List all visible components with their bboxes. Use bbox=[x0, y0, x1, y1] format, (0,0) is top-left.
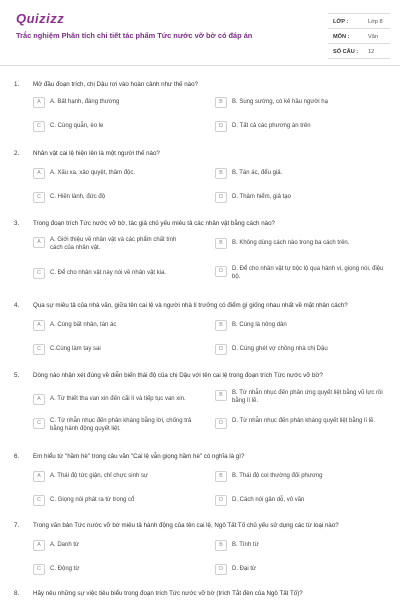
option-letter-box: B bbox=[215, 168, 227, 179]
option-text: A. Cùng bất nhân, tàn ác bbox=[50, 322, 117, 328]
option-text: A. Từ thiết tha van xin đến cãi lí và tiếp tục van xin. bbox=[50, 396, 186, 402]
option-text: C. Cùng quẫn, éo le bbox=[50, 123, 104, 129]
meta-label: LỚP : bbox=[333, 19, 349, 25]
meta-table bbox=[328, 13, 390, 55]
option-letter-box: B bbox=[215, 471, 227, 482]
option-letter-box: A bbox=[33, 540, 45, 551]
option-text: C. Hiền lành, đức độ bbox=[50, 194, 106, 200]
option-text: A. Thái độ tức giận, chỉ chực sinh sự bbox=[50, 473, 148, 479]
option-text: D. Từ nhẫn nhục đến phản kháng quyết liệt bằng lí lẽ. bbox=[232, 418, 376, 424]
option-letter-box: C bbox=[33, 495, 45, 506]
meta-row-class bbox=[328, 14, 390, 29]
option-text: B. Không dùng cách nào trong ba cách trên. bbox=[232, 240, 350, 246]
option-text: B. Cùng là nông dân bbox=[232, 322, 287, 328]
question-number: 5. bbox=[14, 372, 20, 379]
option-letter-box: D bbox=[215, 564, 227, 575]
question-number: 3. bbox=[14, 220, 20, 227]
option-letter-box: B bbox=[215, 390, 227, 401]
option-text: C. Động từ bbox=[50, 566, 80, 572]
option-letter-box: A bbox=[33, 471, 45, 482]
option-letter-box: D bbox=[215, 266, 227, 277]
meta-value: 12 bbox=[368, 49, 375, 55]
option-letter-box: D bbox=[215, 344, 227, 355]
question-number: 2. bbox=[14, 150, 20, 157]
option-letter-box: C bbox=[33, 268, 45, 279]
option-letter-box: C bbox=[33, 418, 45, 429]
meta-value: Lớp 8 bbox=[368, 19, 383, 25]
meta-label: SỐ CÂU : bbox=[333, 49, 359, 55]
option-text: D. Tất cả các phương án trên bbox=[232, 123, 311, 129]
option-letter-box: D bbox=[215, 495, 227, 506]
option-letter-box: C bbox=[33, 192, 45, 203]
option-text: A. Xấu xa, xảo quyệt, thâm độc. bbox=[50, 170, 136, 176]
option-letter-box: B bbox=[215, 97, 227, 108]
option-letter-box: D bbox=[215, 418, 227, 429]
worksheet-header bbox=[0, 0, 400, 66]
question-text: Trong đoạn trích Tức nước vỡ bờ, tác giả chủ yếu miêu tả các nhân vật bằng cách nào? bbox=[33, 220, 275, 227]
meta-row-count bbox=[328, 44, 390, 59]
quizizz-logo: Quizizz bbox=[16, 11, 65, 26]
option-text: A. Danh từ bbox=[50, 542, 80, 548]
option-text: A. Giới thiệu về nhân vật và các phẩm chất tính cách của nhân vật. bbox=[50, 237, 177, 251]
question-text: Em hiểu từ "hầm hè" trong câu văn "Cai lệ vẫn giọng hầm hè" có nghĩa là gì? bbox=[33, 453, 245, 460]
option-letter-box: A bbox=[33, 97, 45, 108]
option-text: B. Tính từ bbox=[232, 542, 259, 548]
option-letter-box: A bbox=[33, 394, 45, 405]
option-letter-box: D bbox=[215, 192, 227, 203]
option-text: B. Thái độ coi thường đối phương bbox=[232, 473, 323, 479]
option-text: C.Cùng làm tay sai bbox=[50, 346, 101, 352]
option-text: C. Giọng nói phát ra từ trong cổ bbox=[50, 497, 135, 503]
option-letter-box: A bbox=[33, 237, 45, 248]
option-letter-box: A bbox=[33, 320, 45, 331]
option-letter-box: D bbox=[215, 121, 227, 132]
option-text: B. Từ nhẫn nhục đến phản ứng quyết liệt bằng vũ lực rồi bằng lí lẽ. bbox=[232, 390, 383, 404]
question-number: 4. bbox=[14, 302, 20, 309]
question-text: Dòng nào nhận xét đúng về diễn biến thái độ của chị Dậu với tên cai lệ trong đoạn trích Tức nước vỡ bờ? bbox=[33, 372, 323, 379]
option-text: D. Cách nói gân dỗ, vô văn bbox=[232, 497, 305, 503]
option-text: D. Thâm hiểm, giả tạo bbox=[232, 194, 291, 200]
option-text: D. Đại từ bbox=[232, 566, 257, 572]
option-text: D. Cùng ghét vợ chồng nhà chị Dậu bbox=[232, 346, 328, 352]
option-text: D. Để cho nhân vật tự bộc lộ qua hành vi, giọng nói, điệu bộ. bbox=[232, 266, 384, 280]
question-text: Nhân vật cai lệ hiện lên là một người thế nào? bbox=[33, 150, 160, 157]
meta-value: Văn bbox=[368, 34, 378, 40]
question-text: Qua sự miêu tả của nhà văn, giữa tên cai lệ và người nhà lí trưởng có điểm gì giống nhau nhất về mặt nhân cách? bbox=[33, 302, 348, 309]
option-letter-box: B bbox=[215, 320, 227, 331]
option-letter-box: B bbox=[215, 540, 227, 551]
option-letter-box: A bbox=[33, 168, 45, 179]
option-text: C. Từ nhẫn nhục đến phản kháng bằng lời, chống trả bằng hành động quyết liệt. bbox=[50, 418, 192, 432]
option-text: A. Bất hạnh, đáng thương bbox=[50, 99, 120, 105]
question-text: Hãy nêu những sự việc tiêu biểu trong đoạn trích Tức nước vỡ bờ (trích Tắt đèn của Ngô Tất Tố)? bbox=[33, 590, 303, 597]
option-text: B. Tàn ác, đểu giả. bbox=[232, 170, 283, 176]
question-number: 7. bbox=[14, 522, 20, 529]
option-letter-box: B bbox=[215, 238, 227, 249]
meta-label: MÔN : bbox=[333, 34, 350, 40]
option-letter-box: C bbox=[33, 121, 45, 132]
meta-row-subject bbox=[328, 29, 390, 44]
question-number: 6. bbox=[14, 453, 20, 460]
option-letter-box: C bbox=[33, 564, 45, 575]
question-number: 1. bbox=[14, 81, 20, 88]
option-letter-box: C bbox=[33, 344, 45, 355]
option-text: C. Để cho nhân vật này nói về nhân vật kia. bbox=[50, 270, 167, 276]
question-text: Trong văn bản Tức nước vỡ bờ miêu tả hành động của tên cai lệ, Ngô Tất Tố chủ yếu sử dụng các từ loại nào? bbox=[33, 522, 339, 529]
option-text: B. Sung sướng, có kẻ hầu người hạ bbox=[232, 99, 328, 105]
question-text: Mở đầu đoạn trích, chị Dậu rơi vào hoàn cảnh như thế nào? bbox=[33, 81, 198, 88]
question-number: 8. bbox=[14, 590, 20, 597]
page-title: Trắc nghiệm Phân tích chi tiết tác phẩm Tức nước vỡ bờ có đáp án bbox=[16, 31, 253, 40]
